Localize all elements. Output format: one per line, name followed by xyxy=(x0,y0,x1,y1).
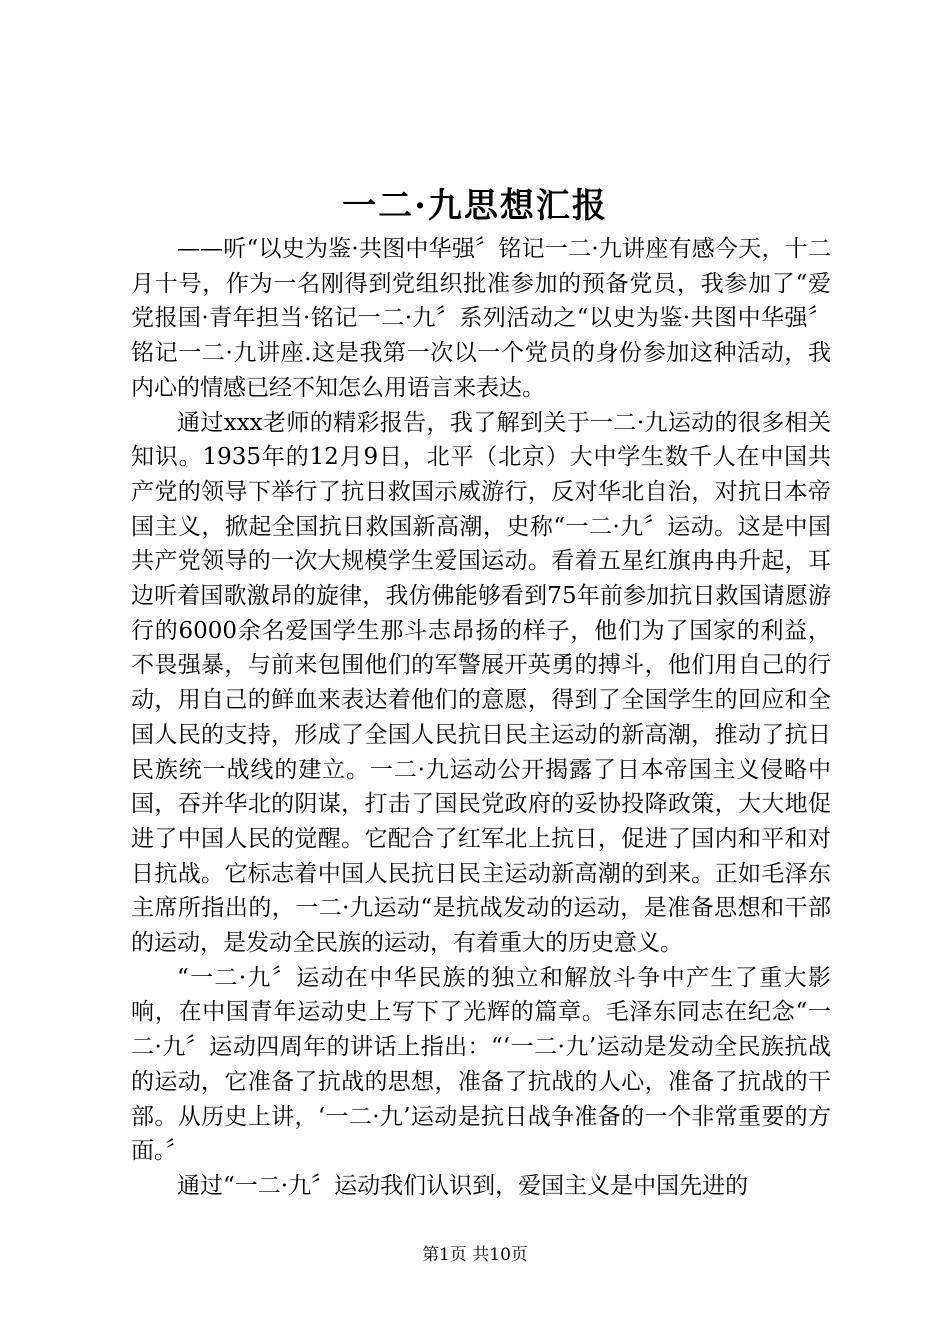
paragraph-3: “一二·九〞运动在中华民族的独立和解放斗争中产生了重大影响，在中国青年运动史上写下了光辉的篇章。毛泽东同志在纪念“一二·九〞运动四周年的讲话上指出：“‘一二·九’运动是发动全民族抗战的运动，它准备了抗战的思想，准备了抗战的人心，准备了抗战的干部。从历史上讲，‘一二·九’运动是抗日战争准备的一个非常重要的方面。〞 xyxy=(131,964,831,1165)
document-title: 一二·九思想汇报 xyxy=(342,186,608,226)
paragraph-4: 通过“一二·九〞运动我们认识到，爱国主义是中国先进的 xyxy=(177,1172,749,1199)
document-body xyxy=(131,232,831,1204)
paragraph-2: 通过xxx老师的精彩报告，我了解到关于一二·九运动的很多相关知识。1935年的12月9日，北平（北京）大中学生数千人在中国共产党的领导下举行了抗日救国示威游行，反对华北自治，对抗日本帝国主义，掀起全国抗日救国新高潮，史称“一二·九〞运动。这是中国共产党领导的一次大规模学生爱国运动。看着五星红旗冉冉升起，耳边听着国歌激昂的旋律，我仿佛能够看到75年前参加抗日救国请愿游行的6000余名爱国学生那斗志昂扬的样子，他们为了国家的利益，不畏强暴，与前来包围他们的军警展开英勇的搏斗，他们用自己的行动，用自己的鲜血来表达着他们的意愿，得到了全国学生的回应和全国人民的支持，形成了全国人民抗日民主运动的新高潮，推动了抗日民族统一战线的建立。一二·九运动公开揭露了日本帝国主义侵略中国，吞并华北的阴谋，打击了国民党政府的妥协投降政策，大大地促进了中国人民的觉醒。它配合了红军北上抗日，促进了国内和平和对日抗战。它标志着中国人民抗日民主运动新高潮的到来。正如毛泽东主席所指出的，一二·九运动“是抗战发动的运动，是准备思想和干部的运动，是发动全民族的运动，有着重大的历史意义。 xyxy=(131,409,831,957)
page-footer: 第1页 共10页 xyxy=(422,1245,528,1265)
paragraph-1: ——听“以史为鉴·共图中华强〞铭记一二·九讲座有感今天，十二月十号，作为一名刚得到党组织批准参加的预备党员，我参加了“爱党报国·青年担当·铭记一二·九〞系列活动之“以史为鉴·共图中华强〞铭记一二·九讲座.这是我第一次以一个党员的身份参加这种活动，我内心的情感已经不知怎么用语言来表达。 xyxy=(131,236,831,401)
